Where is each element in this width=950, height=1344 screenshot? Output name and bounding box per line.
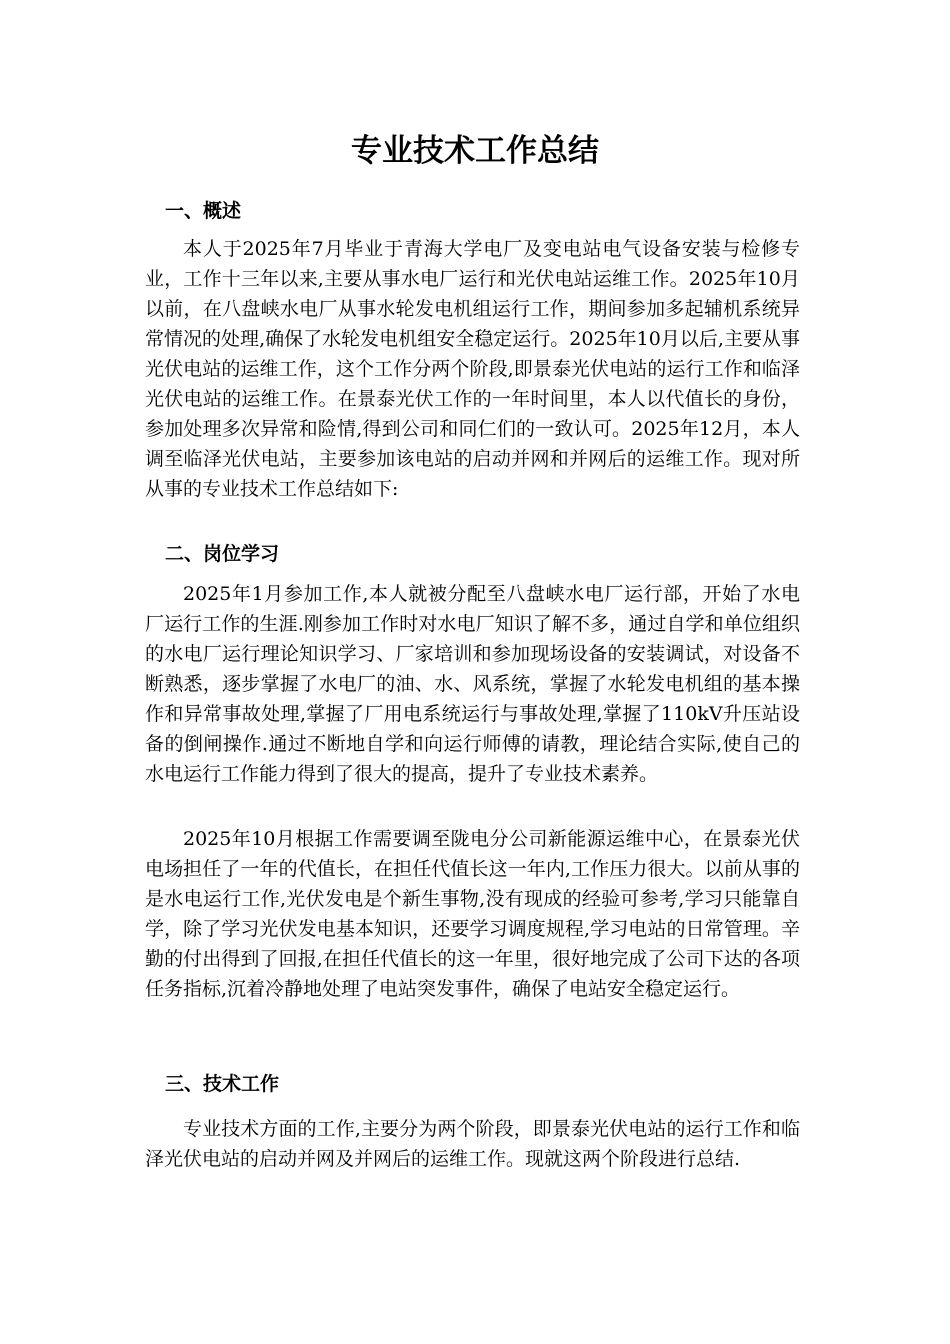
paragraph-post-study-2: 2025年10月根据工作需要调至陇电分公司新能源运维中心，在景泰光伏电场担任了一年的代值长，在担任代值长这一年内,工作压力很大。以前从事的是水电运行工作,光伏发电是个新生事物,没有现成的经验可参考,学习只能靠自学，除了学习光伏发电基本知识，还要学习调度规程,学习电站的日常管理。辛勤的付出得到了回报,在担任代值长的这一年里，很好地完成了公司下达的各项任务指标,沉着冷静地处理了电站突发事件，确保了电站安全稳定运行。 (145, 828, 800, 1000)
document-title: 专业技术工作总结 (351, 133, 599, 169)
section-heading-technical-work: 三、技术工作 (165, 1073, 280, 1095)
section-heading-overview: 一、概述 (165, 200, 242, 222)
paragraph-post-study-1: 2025年1月参加工作,本人就被分配至八盘峡水电厂运行部，开始了水电厂运行工作的生涯.刚参加工作时对水电厂知识了解不多，通过自学和单位组织的水电厂运行理论知识学习、厂家培训和参加现场设备的安装调试，对设备不断熟悉，逐步掌握了水电厂的油、水、风系统，掌握了水轮发电机组的基本操作和异常事故处理,掌握了厂用电系统运行与事故处理,掌握了110kV升压站设备的倒闸操作.通过不断地自学和向运行师傅的请教，理论结合实际,使自己的水电运行工作能力得到了很大的提高，提升了专业技术素养。 (145, 583, 800, 785)
section-heading-post-study: 二、岗位学习 (165, 543, 280, 565)
paragraph-technical-work: 专业技术方面的工作,主要分为两个阶段，即景泰光伏电站的运行工作和临泽光伏电站的启动并网及并网后的运维工作。现就这两个阶段进行总结. (145, 1118, 800, 1170)
paragraph-overview: 本人于2025年7月毕业于青海大学电厂及变电站电气设备安装与检修专业，工作十三年以来,主要从事水电厂运行和光伏电站运维工作。2025年10月以前，在八盘峡水电厂从事水轮发电机组运行工作，期间参加多起辅机系统异常情况的处理,确保了水轮发电机组安全稳定运行。2025年10月以后,主要从事光伏电站的运维工作，这个工作分两个阶段,即景泰光伏电站的运行工作和临泽光伏电站的运维工作。在景泰光伏工作的一年时间里，本人以代值长的身份，参加处理多次异常和险情,得到公司和同仁们的一致认可。2025年12月，本人调至临泽光伏电站，主要参加该电站的启动并网和并网后的运维工作。现对所从事的专业技术工作总结如下: (145, 238, 800, 500)
